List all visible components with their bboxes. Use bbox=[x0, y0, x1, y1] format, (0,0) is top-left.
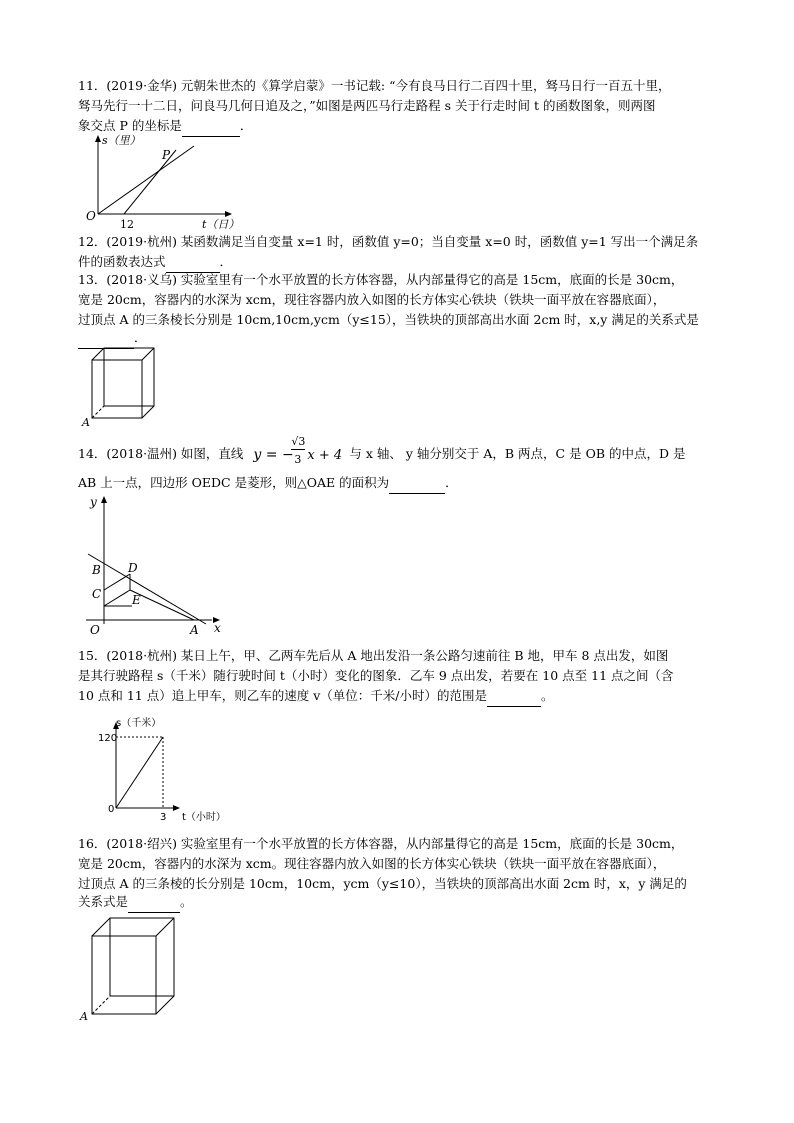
p14-label-e: E bbox=[132, 593, 141, 607]
p13-line4-end: ． bbox=[134, 330, 147, 345]
p15-answer-blank[interactable] bbox=[487, 686, 541, 707]
p11-line3-end: ． bbox=[239, 118, 253, 133]
p15-y-tick: 120 bbox=[98, 733, 118, 744]
p14-graph bbox=[82, 494, 232, 640]
p16-line4 bbox=[78, 892, 193, 913]
p14-label-o: O bbox=[90, 623, 100, 637]
p14-line2-end: ． bbox=[445, 475, 458, 490]
p13-line3: 过顶点 A 的三条棱长分别是 10cm,10cm,ycm（y≤15），当铁块的顶部高出水面 2cm 时，x,y 满足的关系式是 bbox=[78, 312, 699, 327]
p11-point-p: P bbox=[162, 148, 171, 162]
p11-x-label: t（日） bbox=[202, 218, 240, 231]
p16-cuboid-figure bbox=[80, 914, 180, 1022]
p13-line2: 宽是 20cm，容器内的水深为 xcm，现往容器内放入如图的长方体实心铁块（铁块一面平放在容器底面）， bbox=[78, 292, 666, 307]
p14-x-axis: x bbox=[214, 621, 221, 635]
p16-line3: 过顶点 A 的三条棱的长分别是 10cm，10cm，ycm（y≤10），当铁块的顶部高出水面 2cm 时，x，y 满足的 bbox=[78, 876, 687, 891]
p14-eq-denominator: 3 bbox=[294, 453, 302, 466]
p16-line4-text: 关系式是 bbox=[78, 894, 129, 909]
p12-line2-end: ． bbox=[219, 254, 233, 269]
p15-x-tick: 3 bbox=[160, 812, 167, 823]
p15-y-label: s（千米） bbox=[116, 718, 162, 729]
p13-vertex-a: A bbox=[82, 416, 90, 429]
p14-equation bbox=[247, 435, 345, 466]
p13-cuboid-figure bbox=[82, 344, 162, 429]
p14-label-d: D bbox=[128, 561, 138, 575]
p15-line3-text: 10 点和 11 点）追上甲车，则乙车的速度 v（单位：千米/小时）的范围是 bbox=[78, 688, 487, 703]
p14-line2-text: AB 上一点，四边形 OEDC 是菱形，则△OAE 的面积为 bbox=[78, 475, 390, 490]
p11-line2: 驽马先行一十二日，问良马几何日追及之，”如图是两匹马行走路程 s 关于行走时间 t 的函数图象，则两图 bbox=[78, 98, 656, 113]
p14-label-a: A bbox=[190, 623, 199, 637]
p16-line1: 16．(2018·绍兴) 实验室里有一个水平放置的长方体容器，从内部量得它的高是 15cm，底面的长是 30cm， bbox=[78, 836, 684, 851]
p13-line1: 13．(2018·义乌) 实验室里有一个水平放置的长方体容器，从内部量得它的高是 15cm，底面的长是 30cm， bbox=[78, 272, 684, 287]
p16-line2: 宽是 20cm，容器内的水深为 xcm。现往容器内放入如图的长方体实心铁块（铁块一面平放在容器底面）， bbox=[78, 856, 666, 871]
p14-eq-numerator: √3 bbox=[291, 435, 306, 448]
p14-line2 bbox=[78, 473, 458, 494]
p15-line2: 是其行驶路程 s（千米）随行驶时间 t（小时）变化的图象．乙车 9 点出发，若要在 10 点至 11 点之间（含 bbox=[78, 668, 674, 683]
p15-origin: 0 bbox=[108, 804, 115, 815]
p14-label-c: C bbox=[92, 587, 102, 601]
p11-graph bbox=[82, 132, 242, 231]
p11-y-label: s（里） bbox=[102, 134, 141, 147]
p14-line1-rest: 与 x 轴、 y 轴分别交于 A，B 两点，C 是 OB 的中点，D 是 bbox=[349, 446, 686, 461]
p14-eq-lhs: y = − bbox=[253, 447, 294, 463]
p16-line4-end: 。 bbox=[180, 894, 193, 909]
p15-line3 bbox=[78, 686, 554, 707]
p15-line1: 15．(2018·杭州) 某日上午，甲、乙两车先后从 A 地出发沿一条公路匀速前往 B 地，甲车 8 点出发，如图 bbox=[78, 648, 669, 663]
p14-label-b: B bbox=[92, 563, 101, 577]
p12-line1: 12．(2019·杭州) 某函数满足当自变量 x=1 时，函数值 y=0；当自变量 x=0 时，函数值 y=1 写出一个满足条 bbox=[78, 234, 699, 249]
p15-graph bbox=[100, 716, 240, 826]
p14-line1-text: 14．(2018·温州) 如图，直线 bbox=[78, 446, 244, 461]
p16-vertex-a: A bbox=[80, 1010, 88, 1023]
p16-answer-blank[interactable] bbox=[128, 892, 180, 913]
p14-y-axis: y bbox=[90, 495, 97, 509]
p11-line1: 11．(2019·金华) 元朝朱世杰的《算学启蒙》一书记载: “今有良马日行二百四十里，驽马日行一百五十里， bbox=[78, 78, 671, 93]
p15-x-label: t（小时） bbox=[182, 812, 226, 823]
p15-line3-end: 。 bbox=[540, 688, 554, 703]
p11-line3-text: 象交点 P 的坐标是 bbox=[78, 118, 182, 133]
p14-eq-rest: x + 4 bbox=[307, 448, 343, 463]
p11-tick: 12 bbox=[120, 218, 134, 231]
p14-answer-blank[interactable] bbox=[389, 473, 445, 494]
p12-line2-text: 件的函数表达式 bbox=[78, 254, 166, 269]
p11-origin: O bbox=[86, 209, 96, 223]
p14-line1 bbox=[78, 435, 686, 466]
